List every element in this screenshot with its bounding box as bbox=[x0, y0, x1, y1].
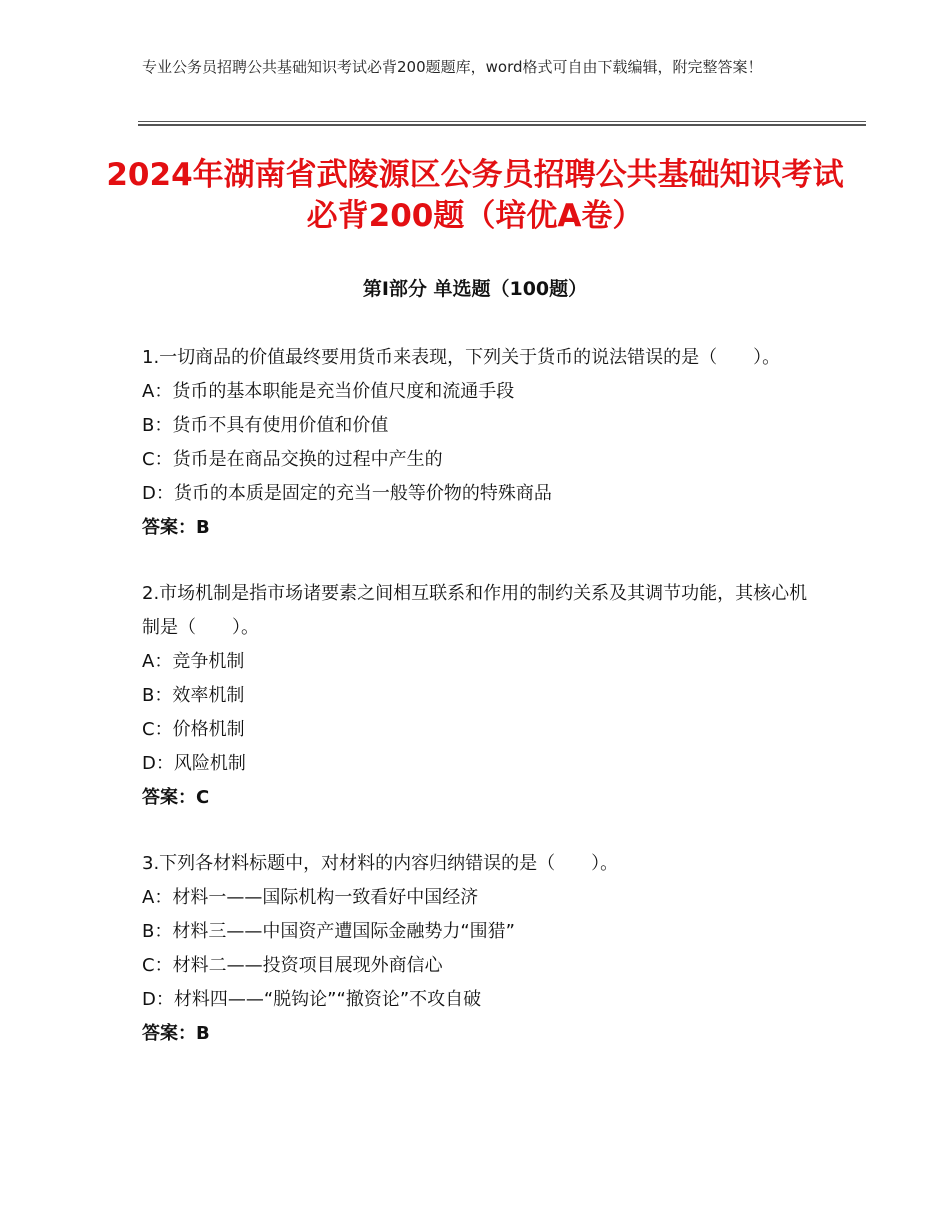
option-c: C：材料二——投资项目展现外商信心 bbox=[142, 955, 443, 976]
option-d: D：货币的本质是固定的充当一般等价物的特殊商品 bbox=[142, 483, 552, 504]
header-note: 专业公务员招聘公共基础知识考试必背200题题库，word格式可自由下载编辑，附完整答案！ bbox=[142, 58, 763, 76]
question-list bbox=[142, 341, 822, 1083]
header-divider bbox=[138, 121, 866, 122]
document-title: 2024年湖南省武陵源区公务员招聘公共基础知识考试必背200题（培优A卷） bbox=[106, 157, 844, 234]
question-stem: 1.一切商品的价值最终要用货币来表现，下列关于货币的说法错误的是（ ）。 bbox=[142, 347, 781, 368]
answer-label: 答案：C bbox=[142, 787, 210, 808]
option-d: D：风险机制 bbox=[142, 753, 246, 774]
question-item bbox=[142, 847, 822, 1051]
option-b: B：材料三——中国资产遭国际金融势力“围猎” bbox=[142, 921, 515, 942]
answer-label: 答案：B bbox=[142, 1023, 210, 1044]
option-a: A：货币的基本职能是充当价值尺度和流通手段 bbox=[142, 381, 515, 402]
option-a: A：材料一——国际机构一致看好中国经济 bbox=[142, 887, 479, 908]
option-b: B：效率机制 bbox=[142, 685, 245, 706]
option-d: D：材料四——“脱钩论”“撤资论”不攻自破 bbox=[142, 989, 482, 1010]
question-item bbox=[142, 577, 822, 815]
section-title: 第Ⅰ部分 单选题（100题） bbox=[362, 278, 588, 300]
option-a: A：竞争机制 bbox=[142, 651, 245, 672]
option-c: C：货币是在商品交换的过程中产生的 bbox=[142, 449, 443, 470]
answer-label: 答案：B bbox=[142, 517, 210, 538]
header-divider-thick bbox=[138, 124, 866, 126]
question-stem: 3.下列各材料标题中，对材料的内容归纳错误的是（ ）。 bbox=[142, 853, 619, 874]
question-stem: 2.市场机制是指市场诸要素之间相互联系和作用的制约关系及其调节功能，其核心机制是（ ）。 bbox=[142, 583, 808, 638]
option-b: B：货币不具有使用价值和价值 bbox=[142, 415, 389, 436]
question-item bbox=[142, 341, 822, 545]
option-c: C：价格机制 bbox=[142, 719, 245, 740]
